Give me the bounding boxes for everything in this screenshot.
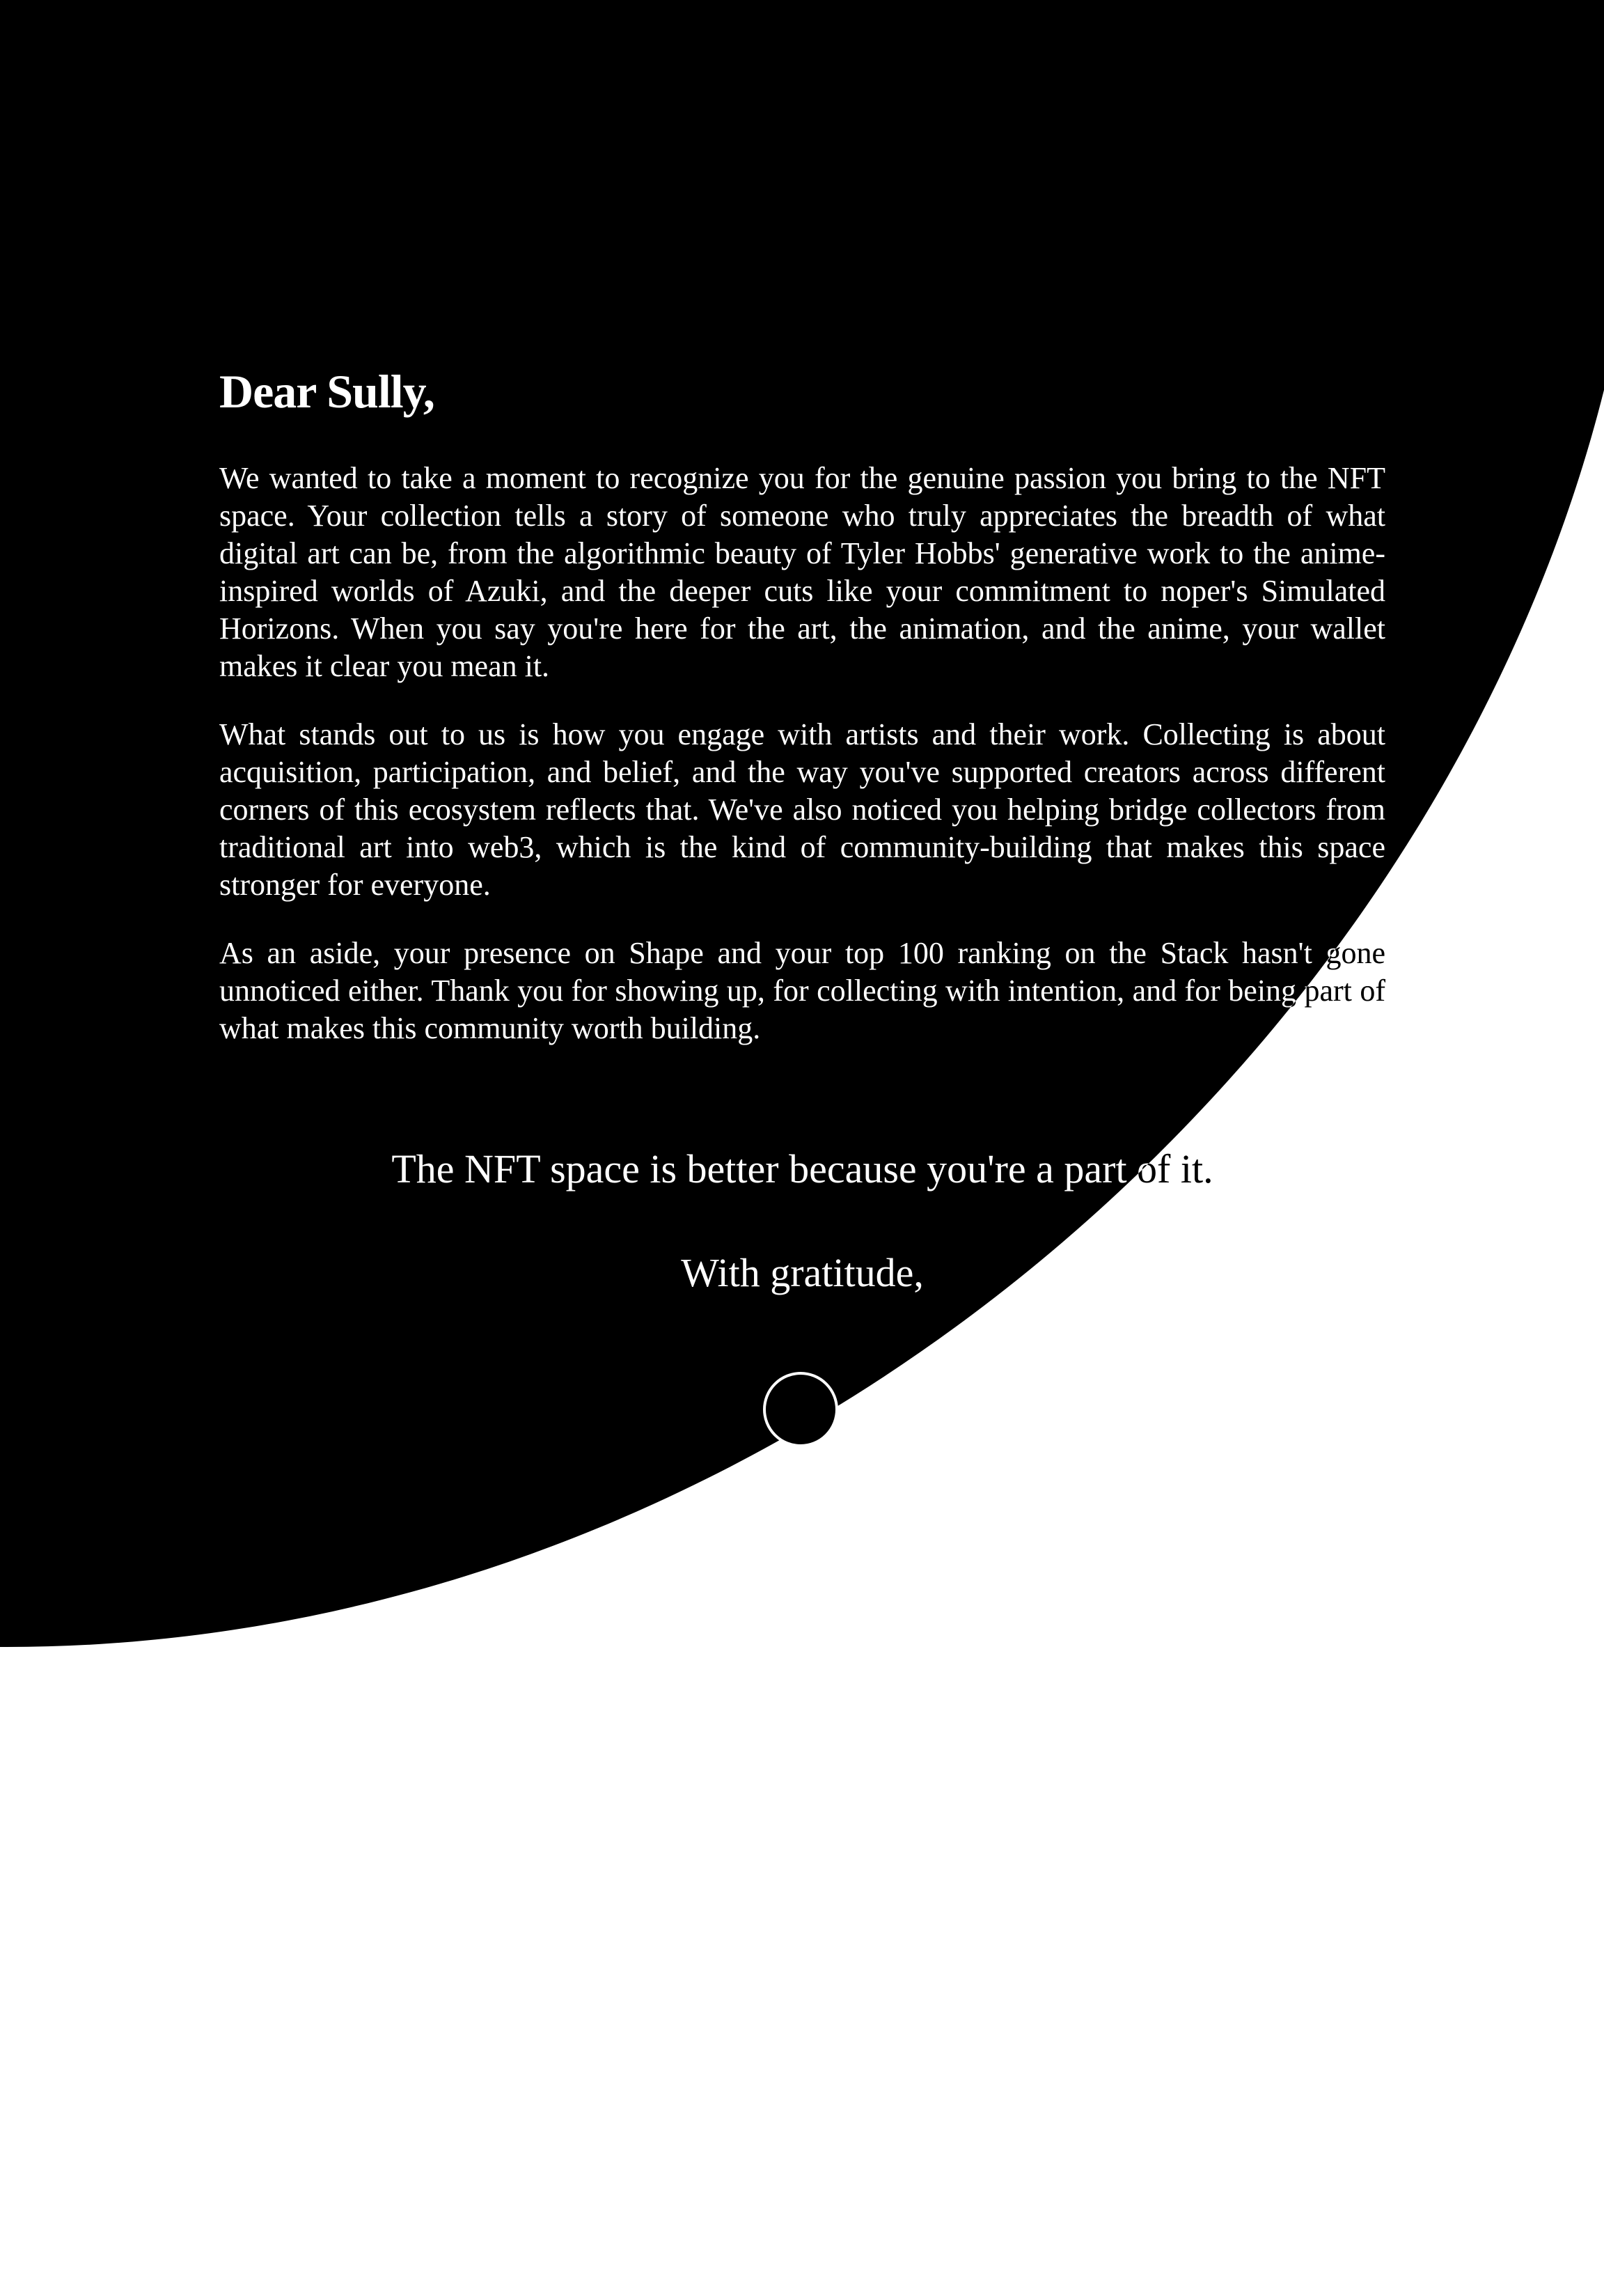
letter-paragraph-2: What stands out to us is how you engage with artists and their work. Collecting is about acquisition, participation, and belief, and the way you've supported creators across different corners of this ecosystem reflects that. We've also noticed you helping bridge collectors from traditional art into web3, which is the kind of community-building that makes this space stronger for everyone. <box>219 717 1385 902</box>
letter-body <box>219 366 1385 1297</box>
letter-closing-line: The NFT space is better because you're a part of it. <box>391 1146 1213 1192</box>
letter-greeting: Dear Sully, <box>219 365 434 418</box>
letter-paragraph-3: As an aside, your presence on Shape and your top 100 ranking on the Stack hasn't gone unnoticed either. Thank you for showing up, for collecting with intention, and for being part of what makes this community worth building. <box>219 935 1385 1045</box>
circle-seal-icon <box>763 1372 838 1447</box>
letter-paragraph-1: We wanted to take a moment to recognize you for the genuine passion you bring to the NFT space. Your collection tells a story of someone who truly appreciates the breadth of what digital art can be, from the algorithmic beauty of Tyler Hobbs' generative work to the anime-inspired worlds of Azuki, and the deeper cuts like your commitment to noper's Simulated Horizons. When you say you're here for the art, the animation, and the anime, your wallet makes it clear you mean it. <box>219 460 1385 683</box>
letter-signoff: With gratitude, <box>681 1250 924 1296</box>
